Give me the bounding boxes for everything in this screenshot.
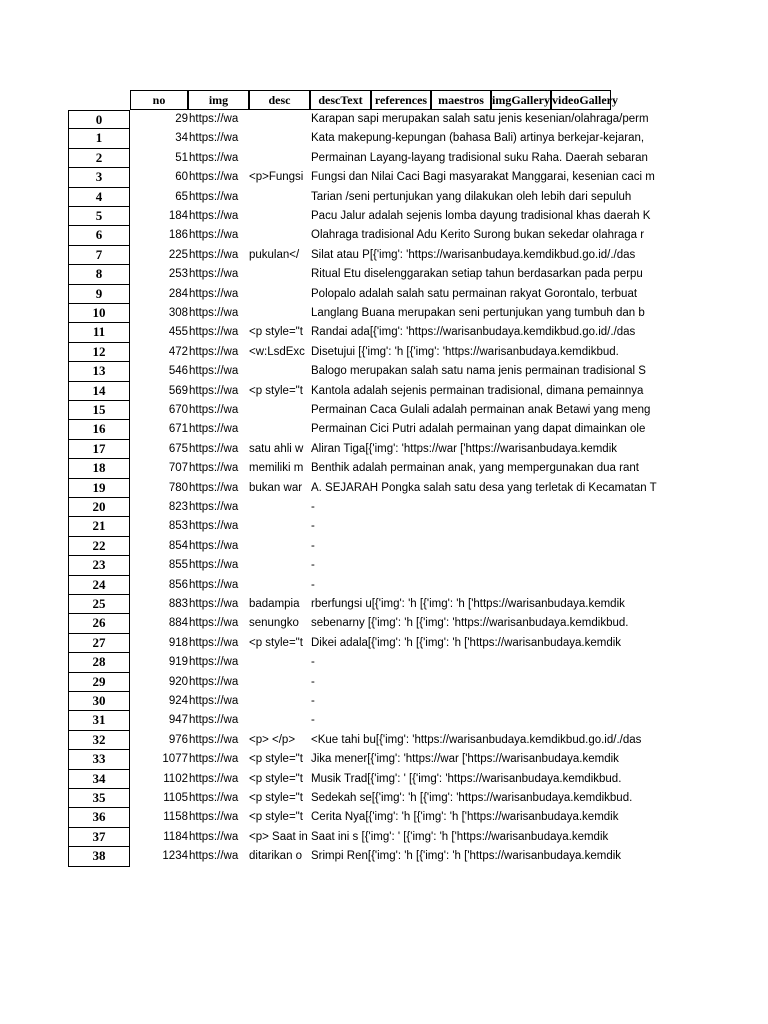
table-row[interactable] xyxy=(68,595,708,614)
cell-img[interactable]: https://wa xyxy=(189,598,239,610)
row-index[interactable]: 29 xyxy=(68,673,130,692)
row-index[interactable]: 13 xyxy=(68,362,130,381)
cell-no[interactable]: 919 xyxy=(168,656,188,669)
cell-desc[interactable]: bukan war xyxy=(249,481,303,494)
cell-img[interactable]: https://wa xyxy=(189,539,239,552)
cell-img[interactable]: https://wa xyxy=(189,345,239,358)
row-index[interactable]: 34 xyxy=(68,770,130,789)
cell-desctext[interactable]: <Kue tahi bu[{'img': 'https://warisanbudaya.kemdikbud.go.id/./das xyxy=(311,733,642,746)
cell-desctext[interactable]: Randai ada[{'img': 'https://warisanbudaya.kemdikbud.go.id/./das xyxy=(311,326,636,339)
cell-img[interactable]: https://wa xyxy=(189,307,239,319)
cell-desctext[interactable]: Dikei adala[{'img': 'h [{'img': 'h ['https://warisanbudaya.kemdik xyxy=(311,636,622,649)
header-desctext[interactable]: descText xyxy=(310,90,371,110)
table-row[interactable] xyxy=(68,789,708,808)
table-row[interactable] xyxy=(68,808,708,827)
table-row[interactable] xyxy=(68,246,708,265)
cell-desc[interactable]: pukulan</ xyxy=(249,248,300,261)
cell-desctext[interactable]: Permainan Caca Gulali adalah permainan anak Betawi yang meng xyxy=(311,404,651,416)
row-index[interactable]: 30 xyxy=(68,692,130,711)
cell-desctext[interactable]: Karapan sapi merupakan salah satu jenis kesenian/olahraga/perm xyxy=(311,113,649,125)
cell-desctext[interactable]: Polopalo adalah salah satu permainan rakyat Gorontalo, terbuat xyxy=(311,287,638,300)
table-row[interactable] xyxy=(68,382,708,401)
row-index[interactable]: 8 xyxy=(68,265,130,284)
cell-no[interactable]: 670 xyxy=(168,404,188,416)
cell-img[interactable]: https://wa xyxy=(189,248,239,261)
cell-img[interactable]: https://wa xyxy=(189,772,239,785)
cell-desc[interactable] xyxy=(249,498,309,517)
cell-no[interactable]: 884 xyxy=(168,617,188,630)
cell-desc[interactable]: <p style="t xyxy=(249,772,303,785)
cell-img[interactable]: https://wa xyxy=(189,132,239,145)
cell-desctext[interactable]: Pacu Jalur adalah sejenis lomba dayung tradisional khas daerah K xyxy=(311,210,651,222)
cell-desc[interactable] xyxy=(249,711,309,730)
cell-desctext[interactable]: - xyxy=(311,714,315,727)
table-row[interactable] xyxy=(68,149,708,168)
row-index[interactable]: 16 xyxy=(68,420,130,439)
table-row[interactable] xyxy=(68,168,708,187)
cell-no[interactable]: 1158 xyxy=(163,811,188,824)
table-row[interactable] xyxy=(68,362,708,381)
table-row[interactable] xyxy=(68,188,708,207)
cell-img[interactable]: https://wa xyxy=(189,714,239,727)
table-row[interactable] xyxy=(68,692,708,711)
table-row[interactable] xyxy=(68,614,708,633)
cell-no[interactable]: 184 xyxy=(168,210,188,222)
row-index[interactable]: 24 xyxy=(68,576,130,595)
cell-desctext[interactable]: Disetujui [{'img': 'h [{'img': 'https://warisanbudaya.kemdikbud. xyxy=(311,345,619,358)
cell-desctext[interactable]: Ritual Etu diselenggarakan setiap tahun berdasarkan pada perpu xyxy=(311,268,643,281)
cell-no[interactable]: 920 xyxy=(168,675,188,688)
row-index[interactable]: 22 xyxy=(68,537,130,556)
cell-no[interactable]: 1077 xyxy=(162,753,188,766)
cell-desctext[interactable]: sebenarny [{'img': 'h [{'img': 'https://warisanbudaya.kemdikbud. xyxy=(311,617,629,630)
table-row[interactable] xyxy=(68,770,708,789)
table-row[interactable] xyxy=(68,440,708,459)
cell-img[interactable]: https://wa xyxy=(189,384,239,397)
cell-no[interactable]: 883 xyxy=(168,598,188,610)
cell-desc[interactable] xyxy=(249,362,309,381)
cell-img[interactable]: https://wa xyxy=(189,462,239,475)
cell-img[interactable]: https://wa xyxy=(189,520,239,533)
cell-desc[interactable] xyxy=(249,576,309,595)
table-row[interactable] xyxy=(68,420,708,439)
row-index[interactable]: 23 xyxy=(68,556,130,575)
table-row[interactable] xyxy=(68,556,708,575)
table-row[interactable] xyxy=(68,847,708,866)
row-index[interactable]: 11 xyxy=(68,323,130,342)
header-no[interactable]: no xyxy=(130,90,188,110)
cell-desctext[interactable]: Tarian /seni pertunjukan yang dilakukan oleh lebih dari sepuluh xyxy=(311,190,632,203)
cell-desc[interactable]: <p style="t xyxy=(249,811,303,824)
cell-no[interactable]: 308 xyxy=(168,307,188,319)
cell-no[interactable]: 65 xyxy=(175,190,188,203)
row-index[interactable]: 21 xyxy=(68,517,130,536)
cell-desctext[interactable]: Sedekah se[{'img': 'h [{'img': 'https://warisanbudaya.kemdikbud. xyxy=(311,792,633,804)
cell-desc[interactable] xyxy=(249,285,309,304)
cell-desc[interactable]: satu ahli w xyxy=(249,442,304,455)
cell-img[interactable]: https://wa xyxy=(189,423,239,436)
cell-no[interactable]: 1105 xyxy=(163,792,188,804)
header-references[interactable]: references xyxy=(371,90,431,110)
cell-desc[interactable]: <p style="t xyxy=(249,326,303,339)
cell-img[interactable]: https://wa xyxy=(189,695,239,707)
table-row[interactable] xyxy=(68,498,708,517)
cell-img[interactable]: https://wa xyxy=(189,229,239,242)
cell-desc[interactable] xyxy=(249,556,309,575)
row-index[interactable]: 38 xyxy=(68,847,130,866)
cell-no[interactable]: 472 xyxy=(168,345,188,358)
cell-no[interactable]: 253 xyxy=(168,268,188,281)
cell-desc[interactable] xyxy=(249,420,309,439)
table-row[interactable] xyxy=(68,304,708,323)
table-row[interactable] xyxy=(68,285,708,304)
row-index[interactable]: 12 xyxy=(68,343,130,362)
table-row[interactable] xyxy=(68,731,708,750)
row-index[interactable]: 32 xyxy=(68,731,130,750)
cell-desc[interactable]: ditarikan o xyxy=(249,850,303,863)
row-index[interactable]: 9 xyxy=(68,285,130,304)
cell-desctext[interactable]: Saat ini s [{'img': ' [{'img': 'h ['https://warisanbudaya.kemdik xyxy=(311,830,609,843)
header-maestros[interactable]: maestros xyxy=(431,90,491,110)
row-index[interactable]: 18 xyxy=(68,459,130,478)
cell-no[interactable]: 671 xyxy=(168,423,188,436)
row-index[interactable]: 20 xyxy=(68,498,130,517)
cell-desc[interactable]: <p> Saat in xyxy=(249,830,308,843)
cell-img[interactable]: https://wa xyxy=(189,190,239,203)
cell-img[interactable]: https://wa xyxy=(189,365,239,378)
cell-img[interactable]: https://wa xyxy=(189,792,239,804)
row-index[interactable]: 4 xyxy=(68,188,130,207)
table-row[interactable] xyxy=(68,226,708,245)
row-index[interactable]: 35 xyxy=(68,789,130,808)
cell-desc[interactable] xyxy=(249,265,309,284)
cell-desc[interactable]: <p> </p> xyxy=(249,733,296,746)
cell-no[interactable]: 284 xyxy=(168,287,188,300)
row-index[interactable]: 6 xyxy=(68,226,130,245)
row-index[interactable]: 27 xyxy=(68,634,130,653)
cell-desctext[interactable]: - xyxy=(311,559,315,572)
row-index[interactable]: 1 xyxy=(68,129,130,148)
row-index[interactable]: 2 xyxy=(68,149,130,168)
cell-img[interactable]: https://wa xyxy=(189,617,239,630)
cell-desc[interactable] xyxy=(249,304,309,323)
cell-no[interactable]: 675 xyxy=(168,442,188,455)
cell-desc[interactable] xyxy=(249,537,309,556)
cell-img[interactable]: https://wa xyxy=(189,501,239,513)
cell-no[interactable]: 976 xyxy=(168,733,188,746)
cell-no[interactable]: 1234 xyxy=(162,850,188,863)
cell-no[interactable]: 1102 xyxy=(163,772,188,785)
cell-no[interactable]: 947 xyxy=(168,714,188,727)
cell-img[interactable]: https://wa xyxy=(189,656,239,669)
cell-desc[interactable] xyxy=(249,149,309,168)
cell-no[interactable]: 34 xyxy=(175,132,188,145)
cell-desc[interactable] xyxy=(249,188,309,207)
cell-desc[interactable]: <p style="t xyxy=(249,384,303,397)
cell-img[interactable]: https://wa xyxy=(189,171,239,184)
cell-desc[interactable]: <w:LsdExc xyxy=(249,345,305,358)
table-row[interactable] xyxy=(68,750,708,769)
cell-desctext[interactable]: Permainan Cici Putri adalah permainan yang dapat dimainkan ole xyxy=(311,423,646,436)
cell-no[interactable]: 856 xyxy=(168,578,188,591)
cell-img[interactable]: https://wa xyxy=(189,733,239,746)
table-row[interactable] xyxy=(68,517,708,536)
cell-no[interactable]: 546 xyxy=(168,365,188,378)
header-videogallery[interactable]: videoGallery xyxy=(551,90,611,110)
cell-desc[interactable] xyxy=(249,673,309,692)
cell-desctext[interactable]: Olahraga tradisional Adu Kerito Surong bukan sekedar olahraga r xyxy=(311,229,645,242)
table-row[interactable] xyxy=(68,207,708,226)
cell-img[interactable]: https://wa xyxy=(189,753,239,766)
cell-desc[interactable]: <p style="t xyxy=(249,753,303,766)
cell-desctext[interactable]: Musik Trad[{'img': ' [{'img': 'https://warisanbudaya.kemdikbud. xyxy=(311,772,622,785)
row-index[interactable]: 7 xyxy=(68,246,130,265)
row-index[interactable]: 36 xyxy=(68,808,130,827)
table-row[interactable] xyxy=(68,673,708,692)
cell-no[interactable]: 1184 xyxy=(163,830,188,843)
row-index[interactable]: 19 xyxy=(68,479,130,498)
row-index[interactable]: 3 xyxy=(68,168,130,187)
header-img[interactable]: img xyxy=(188,90,249,110)
cell-img[interactable]: https://wa xyxy=(189,210,239,222)
cell-desctext[interactable]: Balogo merupakan salah satu nama jenis permainan tradisional S xyxy=(311,365,646,378)
row-index[interactable]: 0 xyxy=(68,110,130,129)
header-desc[interactable]: desc xyxy=(249,90,310,110)
cell-img[interactable]: https://wa xyxy=(189,268,239,281)
cell-no[interactable]: 918 xyxy=(168,636,188,649)
cell-img[interactable]: https://wa xyxy=(189,578,239,591)
cell-desctext[interactable]: - xyxy=(311,539,315,552)
cell-no[interactable]: 855 xyxy=(168,559,188,572)
cell-img[interactable]: https://wa xyxy=(189,404,239,416)
cell-no[interactable]: 707 xyxy=(168,462,188,475)
row-index[interactable]: 26 xyxy=(68,614,130,633)
table-row[interactable] xyxy=(68,265,708,284)
cell-no[interactable]: 186 xyxy=(168,229,188,242)
table-row[interactable] xyxy=(68,110,708,129)
cell-img[interactable]: https://wa xyxy=(189,287,239,300)
cell-no[interactable]: 51 xyxy=(175,151,188,164)
cell-desctext[interactable]: Benthik adalah permainan anak, yang mempergunakan dua rant xyxy=(311,462,639,475)
cell-img[interactable]: https://wa xyxy=(189,811,239,824)
cell-no[interactable]: 569 xyxy=(168,384,188,397)
cell-no[interactable]: 455 xyxy=(168,326,188,339)
cell-desc[interactable]: senungko xyxy=(249,617,299,630)
table-row[interactable] xyxy=(68,653,708,672)
cell-desc[interactable] xyxy=(249,226,309,245)
row-index[interactable]: 14 xyxy=(68,382,130,401)
cell-desctext[interactable]: Kantola adalah sejenis permainan tradisional, dimana pemainnya xyxy=(311,384,644,397)
cell-no[interactable]: 29 xyxy=(175,113,188,125)
cell-img[interactable]: https://wa xyxy=(189,636,239,649)
cell-desctext[interactable]: Fungsi dan Nilai Caci Bagi masyarakat Manggarai, kesenian caci m xyxy=(311,171,655,184)
cell-img[interactable]: https://wa xyxy=(189,675,239,688)
table-row[interactable] xyxy=(68,323,708,342)
table-row[interactable] xyxy=(68,711,708,730)
table-row[interactable] xyxy=(68,479,708,498)
cell-desctext[interactable]: Langlang Buana merupakan seni pertunjukan yang tumbuh dan b xyxy=(311,307,645,319)
cell-desctext[interactable]: Permainan Layang-layang tradisional suku Raha. Daerah sebaran xyxy=(311,151,648,164)
cell-no[interactable]: 60 xyxy=(175,171,188,184)
cell-img[interactable]: https://wa xyxy=(189,442,239,455)
cell-desctext[interactable]: - xyxy=(311,520,315,533)
row-index[interactable]: 33 xyxy=(68,750,130,769)
header-imggallery[interactable]: imgGallery xyxy=(491,90,551,110)
cell-img[interactable]: https://wa xyxy=(189,151,239,164)
cell-desc[interactable]: <p>Fungsi xyxy=(249,171,304,184)
table-row[interactable] xyxy=(68,828,708,847)
table-row[interactable] xyxy=(68,537,708,556)
cell-img[interactable]: https://wa xyxy=(189,481,239,494)
row-index[interactable]: 31 xyxy=(68,711,130,730)
cell-img[interactable]: https://wa xyxy=(189,326,239,339)
cell-desc[interactable] xyxy=(249,129,309,148)
cell-desctext[interactable]: A. SEJARAH Pongka salah satu desa yang terletak di Kecamatan T xyxy=(311,481,657,494)
cell-no[interactable]: 924 xyxy=(168,695,188,707)
cell-no[interactable]: 225 xyxy=(168,248,188,261)
cell-desctext[interactable]: Silat atau P[{'img': 'https://warisanbudaya.kemdikbud.go.id/./das xyxy=(311,248,636,261)
cell-desc[interactable]: <p style="t xyxy=(249,792,303,804)
table-row[interactable] xyxy=(68,576,708,595)
row-index[interactable]: 28 xyxy=(68,653,130,672)
row-index[interactable]: 25 xyxy=(68,595,130,614)
cell-desc[interactable]: memiliki m xyxy=(249,462,304,475)
cell-desc[interactable]: badampia xyxy=(249,598,300,610)
row-index[interactable]: 37 xyxy=(68,828,130,847)
table-row[interactable] xyxy=(68,634,708,653)
cell-desctext[interactable]: rberfungsi u[{'img': 'h [{'img': 'h ['https://warisanbudaya.kemdik xyxy=(311,598,625,610)
table-row[interactable] xyxy=(68,401,708,420)
cell-desctext[interactable]: Jika mener[{'img': 'https://war ['https://warisanbudaya.kemdik xyxy=(311,753,619,766)
cell-desc[interactable]: <p style="t xyxy=(249,636,303,649)
cell-desctext[interactable]: Kata makepung-kepungan (bahasa Bali) artinya berkejar-kejaran, xyxy=(311,132,645,145)
row-index[interactable]: 15 xyxy=(68,401,130,420)
cell-desctext[interactable]: - xyxy=(311,675,315,688)
cell-desctext[interactable]: Aliran Tiga[{'img': 'https://war ['https://warisanbudaya.kemdik xyxy=(311,442,618,455)
table-row[interactable] xyxy=(68,129,708,148)
cell-desc[interactable] xyxy=(249,692,309,711)
cell-desctext[interactable]: Srimpi Ren[{'img': 'h [{'img': 'h ['https://warisanbudaya.kemdik xyxy=(311,850,622,863)
row-index[interactable]: 10 xyxy=(68,304,130,323)
row-index[interactable]: 17 xyxy=(68,440,130,459)
cell-no[interactable]: 853 xyxy=(168,520,188,533)
cell-img[interactable]: https://wa xyxy=(189,850,239,863)
table-row[interactable] xyxy=(68,343,708,362)
cell-no[interactable]: 780 xyxy=(168,481,188,494)
cell-no[interactable]: 854 xyxy=(168,539,188,552)
cell-img[interactable]: https://wa xyxy=(189,830,239,843)
cell-desc[interactable] xyxy=(249,110,309,129)
cell-no[interactable]: 823 xyxy=(168,501,188,513)
cell-img[interactable]: https://wa xyxy=(189,559,239,572)
cell-desc[interactable] xyxy=(249,653,309,672)
cell-desctext[interactable]: Cerita Nya[{'img': 'h [{'img': 'h ['https://warisanbudaya.kemdik xyxy=(311,811,619,824)
cell-img[interactable]: https://wa xyxy=(189,113,239,125)
cell-desctext[interactable]: - xyxy=(311,578,315,591)
table-row[interactable] xyxy=(68,459,708,478)
cell-desctext[interactable]: - xyxy=(311,656,315,669)
cell-desctext[interactable]: - xyxy=(311,501,315,513)
row-index[interactable]: 5 xyxy=(68,207,130,226)
cell-desctext[interactable]: - xyxy=(311,695,315,707)
cell-desc[interactable] xyxy=(249,401,309,420)
cell-desc[interactable] xyxy=(249,207,309,226)
cell-desc[interactable] xyxy=(249,517,309,536)
